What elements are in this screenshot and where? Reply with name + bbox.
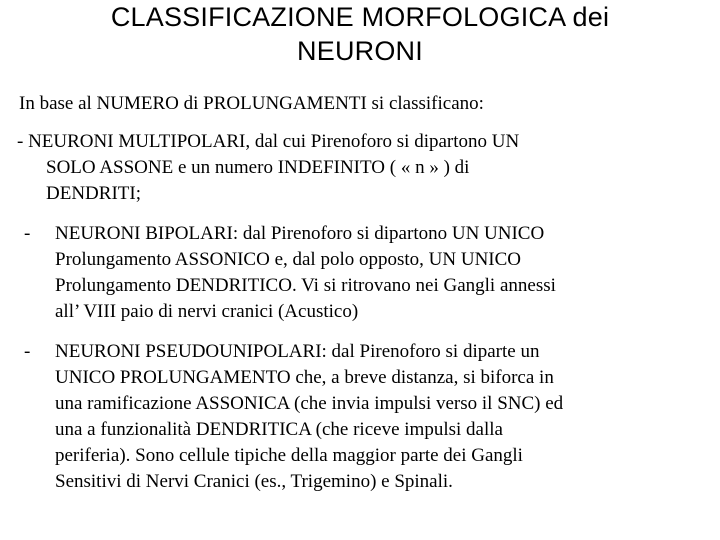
bullet-bipolari-line-2: Prolungamento ASSONICO e, dal polo opposto, UN UNICO bbox=[55, 249, 522, 270]
bullet-pseudounipolari-line-3: una ramificazione ASSONICA (che invia impulsi verso il SNC) ed bbox=[55, 393, 564, 414]
bullet-multipolari-line-1: - NEURONI MULTIPOLARI, dal cui Pirenoforo si dipartono UN bbox=[17, 131, 520, 152]
bullet-multipolari-line-2: SOLO ASSONE e un numero INDEFINITO ( « n » ) di bbox=[46, 157, 470, 178]
bullet-pseudounipolari-text bbox=[55, 339, 715, 495]
bullet-bipolari-line-4: all’ VIII paio di nervi cranici (Acustico) bbox=[55, 301, 359, 322]
title-line-1: CLASSIFICAZIONE MORFOLOGICA dei bbox=[110, 2, 610, 32]
title-line-2: NEURONI bbox=[297, 36, 423, 66]
intro-text: In base al NUMERO di PROLUNGAMENTI si classificano: bbox=[19, 93, 484, 114]
bullet-pseudounipolari-line-4: una a funzionalità DENDRITICA (che riceve impulsi dalla bbox=[55, 419, 503, 440]
bullet-pseudounipolari-line-1: NEURONI PSEUDOUNIPOLARI: dal Pirenoforo si diparte un bbox=[55, 341, 540, 362]
bullet-multipolari bbox=[17, 129, 707, 207]
bullet-dash: - bbox=[24, 341, 31, 362]
bullet-pseudounipolari-line-5: periferia). Sono cellule tipiche della maggior parte dei Gangli bbox=[55, 445, 523, 466]
bullet-dash: - bbox=[24, 223, 31, 244]
bullet-bipolari-text bbox=[55, 221, 715, 325]
slide-title bbox=[0, 0, 720, 68]
bullet-pseudounipolari-line-2: UNICO PROLUNGAMENTO che, a breve distanza, si biforca in bbox=[55, 367, 554, 388]
bullet-bipolari-line-3: Prolungamento DENDRITICO. Vi si ritrovano nei Gangli annessi bbox=[55, 275, 556, 296]
bullet-multipolari-line-3: DENDRITI; bbox=[46, 183, 141, 204]
bullet-pseudounipolari-line-6: Sensitivi di Nervi Cranici (es., Trigemino) e Spinali. bbox=[55, 471, 453, 492]
bullet-bipolari-line-1: NEURONI BIPOLARI: dal Pirenoforo si dipartono UN UNICO bbox=[55, 223, 545, 244]
